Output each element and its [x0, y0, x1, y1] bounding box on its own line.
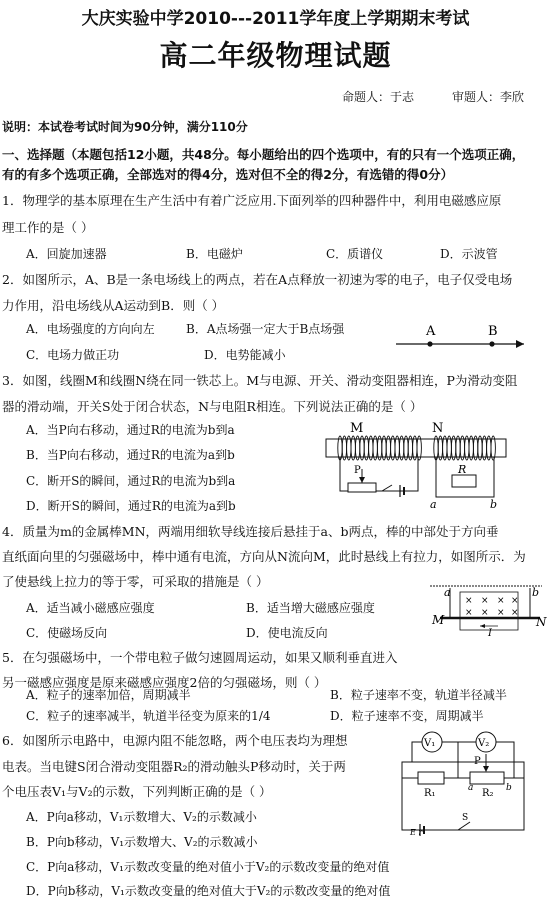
- q4-rod-figure: [426, 582, 548, 638]
- coil-n-label: N: [432, 421, 444, 436]
- terminal-b-label: b: [490, 498, 498, 509]
- q3-line1: 3．如图，线圈M和线圈N绕在同一铁芯上。M与电源、开关、滑动变阻器相连，P为滑动变阻: [2, 373, 518, 388]
- q3-coils-figure: [318, 419, 514, 509]
- q1-option-a: A．回旋加速器: [26, 247, 107, 261]
- end-m-label: M: [432, 613, 445, 627]
- point-b-label: b: [532, 586, 540, 599]
- q3-option-c: C．断开S的瞬间，通过R的电流为b到a: [26, 474, 236, 488]
- resistor-r-label: R: [458, 463, 467, 476]
- point-a-label: A: [426, 324, 436, 339]
- q4-line2: 直纸面向里的匀强磁场中，棒中通有电流，方向从N流向M，此时悬线上有拉力，如图所示．为: [2, 549, 526, 564]
- q5-option-d: D．粒子速率不变，周期减半: [330, 709, 484, 723]
- q1-option-d: D．示波管: [440, 247, 498, 261]
- end-n-label: N: [536, 615, 547, 629]
- field-into-page-mark: ×: [511, 596, 519, 606]
- terminal-a-label: a: [430, 498, 437, 509]
- q4-option-c: C．使磁场反向: [26, 626, 108, 640]
- field-into-page-mark: ×: [511, 608, 519, 618]
- switch-s: [382, 485, 392, 491]
- end-a-label: a: [468, 783, 474, 793]
- q4-option-b: B．适当增大磁感应强度: [246, 601, 375, 615]
- q5-line2: 另一磁感应强度是原来磁感应强度2倍的匀强磁场，则（ ）: [2, 675, 327, 690]
- battery-label: E r: [410, 828, 423, 836]
- section-header-line2: 有的有多个选项正确，全部选对的得4分，选对但不全的得2分，有选错的得0分）: [2, 167, 454, 182]
- point-a-dot: [427, 341, 432, 346]
- iron-core: [326, 439, 506, 457]
- slider-arrow-icon: [359, 477, 365, 483]
- q4-option-a: A．适当减小磁感应强度: [26, 601, 155, 615]
- voltmeter-v1-label: V₁: [424, 738, 436, 749]
- q1-line2: 理工作的是（ ）: [2, 220, 94, 235]
- q5-option-b: B．粒子速率不变，轨道半径减半: [330, 688, 507, 702]
- q2-option-b: B．A点场强一定大于B点场强: [186, 322, 345, 336]
- current-i-label: I: [488, 628, 492, 638]
- rheostat-r2-label: R₂: [482, 788, 494, 799]
- field-into-page-mark: ×: [465, 608, 473, 618]
- q6-option-c: C．P向a移动，V₁示数改变量的绝对值小于V₂的示数改变量的绝对值: [26, 860, 390, 874]
- reviewer-label: 审题人：李欣: [452, 90, 525, 104]
- slider-arrow-icon: [483, 766, 489, 772]
- field-into-page-mark: ×: [497, 596, 505, 606]
- resistor-r1: [418, 772, 444, 784]
- q6-line3: 个电压表V₁与V₂的示数，下列判断正确的是（ ）: [2, 784, 272, 799]
- magnetic-field-marks: [465, 596, 519, 618]
- point-b-dot: [489, 341, 494, 346]
- q4-option-d: D．使电流反向: [246, 626, 328, 640]
- current-arrow-icon: [480, 624, 485, 628]
- q2-option-d: D．电势能减小: [204, 348, 286, 362]
- q2-line1: 2．如图所示，A、B是一条电场线上的两点，若在A点释放一初速为零的电子，电子仅受电场: [2, 272, 513, 287]
- switch-s: [458, 822, 470, 830]
- q3-option-d: D．断开S的瞬间，通过R的电流为a到b: [26, 499, 236, 513]
- point-b-label: B: [488, 324, 498, 339]
- exam-subject-title: 高二年级物理试题: [159, 39, 392, 72]
- q6-line1: 6．如图所示电路中，电源内阻不能忽略，两个电压表均为理想: [2, 733, 348, 748]
- field-into-page-mark: ×: [481, 608, 489, 618]
- voltmeter-v2-label: V₂: [478, 738, 490, 749]
- q5-line1: 5．在匀强磁场中，一个带电粒子做匀速圆周运动，如果又顺利垂直进入: [2, 650, 398, 665]
- author-label: 命题人：于志: [342, 90, 415, 104]
- q2-field-line-figure: [392, 320, 532, 354]
- coil-m-label: M: [350, 421, 364, 436]
- field-into-page-mark: ×: [481, 596, 489, 606]
- v1-wire-left: [412, 742, 422, 762]
- q5-option-c: C．粒子的速率减半，轨道半径变为原来的1/4: [26, 709, 271, 723]
- exam-note: 说明：本试卷考试时间为90分钟，满分110分: [2, 120, 248, 134]
- slider-p-label: P: [474, 756, 481, 767]
- field-arrow-icon: [516, 340, 524, 348]
- q3-option-b: B．当P向右移动，通过R的电流为a到b: [26, 448, 235, 462]
- q2-line2: 力作用，沿电场线从A运动到B．则（ ）: [2, 298, 225, 313]
- end-b-label: b: [506, 783, 512, 793]
- q6-option-d: D．P向b移动，V₁示数改变量的绝对值大于V₂的示数改变量的绝对值: [26, 884, 391, 898]
- school-exam-title: 大庆实验中学2010---2011学年度上学期期末考试: [81, 9, 470, 29]
- q6-line2: 电表。当电键S闭合滑动变阻器R₂的滑动触头P移动时，关于两: [2, 759, 346, 774]
- switch-s-label: S: [462, 813, 469, 823]
- q1-line1: 1．物理学的基本原理在生产生活中有着广泛应用.下面列举的四种器件中，利用电磁感应原: [2, 193, 502, 208]
- q6-option-b: B．P向b移动，V₁示数增大、V₂的示数减小: [26, 835, 258, 849]
- q5-option-a: A．粒子的速率加倍，周期减半: [26, 688, 191, 702]
- resistor-r: [452, 475, 476, 487]
- q2-option-c: C．电场力做正功: [26, 348, 120, 362]
- point-a-label: a: [444, 586, 451, 599]
- resistor-r1-label: R₁: [424, 788, 436, 799]
- field-into-page-mark: ×: [465, 596, 473, 606]
- q1-option-c: C．质谱仪: [326, 247, 384, 261]
- q1-option-b: B．电磁炉: [186, 247, 243, 261]
- q2-option-a: A．电场强度的方向向左: [26, 322, 155, 336]
- field-into-page-mark: ×: [497, 608, 505, 618]
- q3-line2: 器的滑动端，开关S处于闭合状态，N与电阻R相连。下列说法正确的是（ ）: [2, 399, 423, 414]
- q4-line3: 了使悬线上拉力的等于零，可采取的措施是（ ）: [2, 574, 269, 589]
- q4-line1: 4．质量为m的金属棒MN，两端用细软导线连接后悬挂于a、b两点，棒的中部处于方向垂: [2, 524, 499, 539]
- rheostat-r2: [470, 772, 504, 784]
- rheostat: [348, 483, 376, 492]
- q6-option-a: A．P向a移动，V₁示数增大、V₂的示数减小: [26, 810, 257, 824]
- q6-circuit-figure: [396, 724, 530, 836]
- section-header-line1: 一、选择题（本题包括12小题，共48分。每小题给出的四个选项中，有的只有一个选项正确，: [2, 147, 525, 162]
- slider-p-label: P: [354, 465, 361, 476]
- q3-option-a: A．当P向右移动，通过R的电流为b到a: [26, 423, 235, 437]
